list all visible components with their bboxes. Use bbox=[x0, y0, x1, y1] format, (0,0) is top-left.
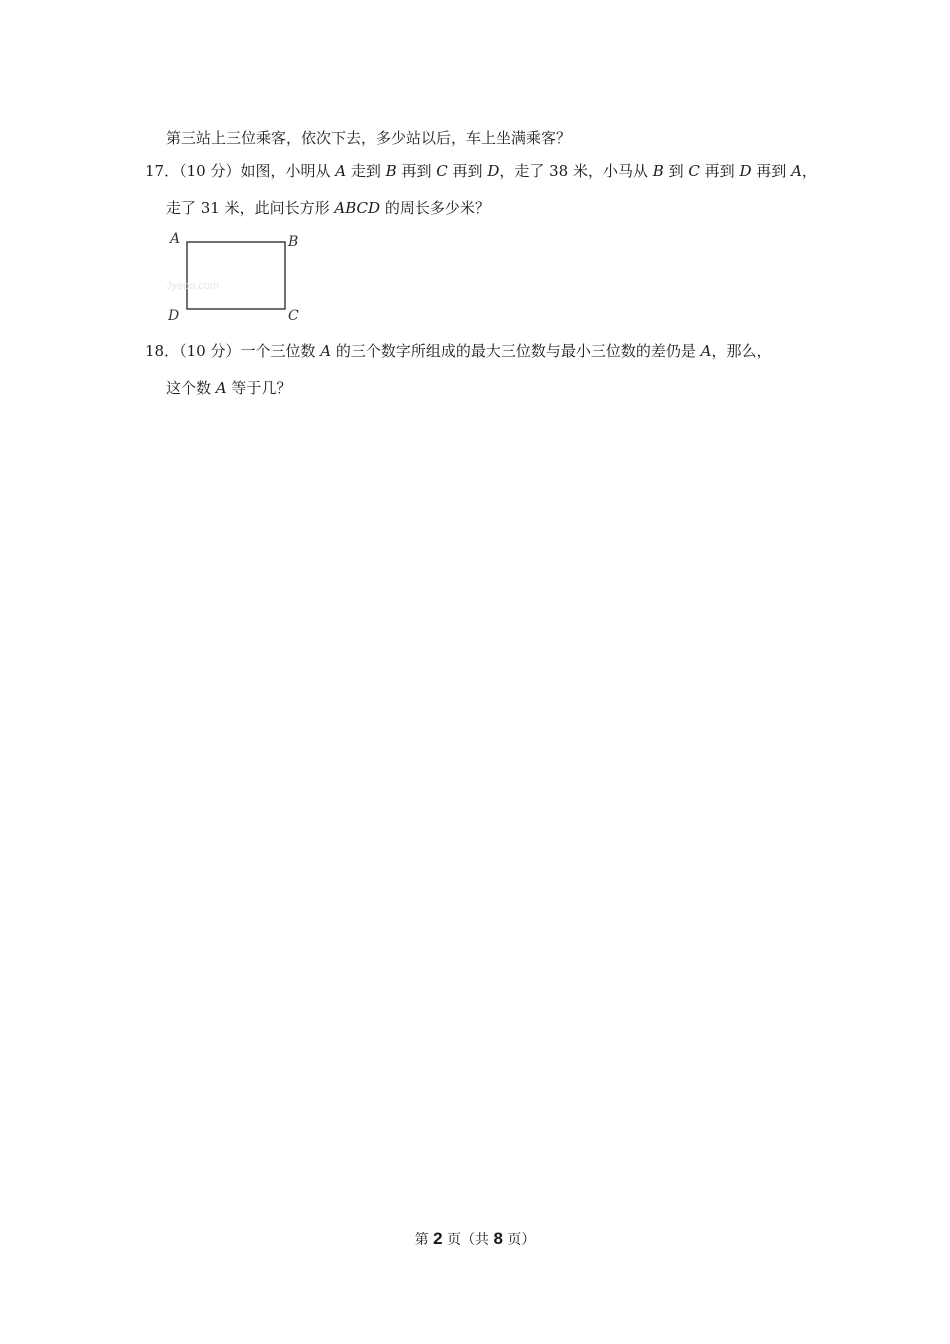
question-text: ， bbox=[801, 162, 817, 180]
question-18-line-2 bbox=[166, 378, 291, 398]
footer-text: 页） bbox=[507, 1232, 536, 1248]
continuation-text: 第三站上三位乘客，依次下去，多少站以后，车上坐满乘客？ bbox=[166, 129, 572, 147]
question-text: 的三个数字所组成的最大三位数与最小三位数的差仍是 bbox=[335, 342, 696, 360]
question-text: ，走了 38 米，小马从 bbox=[499, 162, 648, 180]
vertex-label-d: D bbox=[168, 308, 180, 324]
point-label: D bbox=[487, 162, 500, 180]
total-page-count: 8 bbox=[493, 1229, 503, 1248]
current-page-number: 2 bbox=[433, 1229, 443, 1248]
point-label: B bbox=[385, 162, 397, 180]
point-label: C bbox=[436, 162, 448, 180]
point-label: A bbox=[335, 162, 347, 180]
number-label: A bbox=[700, 342, 712, 360]
question-text: 再到 bbox=[756, 162, 787, 180]
vertex-label-a: A bbox=[170, 231, 181, 247]
question-16-continuation bbox=[166, 128, 571, 148]
footer-text: 第 bbox=[414, 1232, 429, 1248]
rectangle-figure bbox=[164, 229, 309, 324]
vertex-label-b: B bbox=[288, 234, 299, 250]
question-score: （10 分） bbox=[179, 162, 241, 180]
question-number: 17． bbox=[145, 162, 180, 180]
number-label: A bbox=[215, 379, 227, 397]
footer-text: 页（共 bbox=[447, 1232, 489, 1248]
vertex-label-c: C bbox=[288, 308, 299, 324]
question-text: 等于几？ bbox=[231, 379, 292, 397]
shape-label: ABCD bbox=[334, 199, 381, 217]
point-label: B bbox=[652, 162, 664, 180]
question-score: （10 分） bbox=[179, 342, 241, 360]
point-label: A bbox=[791, 162, 802, 180]
point-label: C bbox=[688, 162, 700, 180]
question-17-line-1 bbox=[145, 161, 817, 181]
point-label: D bbox=[739, 162, 752, 180]
watermark-text: Jyeoo.com bbox=[166, 280, 220, 292]
question-18-line-1 bbox=[145, 341, 772, 361]
question-number: 18． bbox=[145, 342, 180, 360]
question-text: 走了 31 米，此问长方形 bbox=[166, 199, 330, 217]
question-text: 一个三位数 bbox=[240, 342, 316, 360]
question-text: 再到 bbox=[452, 162, 483, 180]
question-text: 这个数 bbox=[166, 379, 212, 397]
question-text: 再到 bbox=[401, 162, 432, 180]
question-text: 如图，小明从 bbox=[240, 162, 331, 180]
question-text: ，那么， bbox=[711, 342, 772, 360]
question-text: 走到 bbox=[350, 162, 381, 180]
question-17-line-2 bbox=[166, 198, 490, 218]
page-footer bbox=[0, 1229, 950, 1250]
question-text: 的周长多少米？ bbox=[384, 199, 490, 217]
question-text: 到 bbox=[668, 162, 684, 180]
number-label: A bbox=[320, 342, 332, 360]
rectangle-abcd bbox=[187, 242, 285, 309]
question-text: 再到 bbox=[704, 162, 735, 180]
